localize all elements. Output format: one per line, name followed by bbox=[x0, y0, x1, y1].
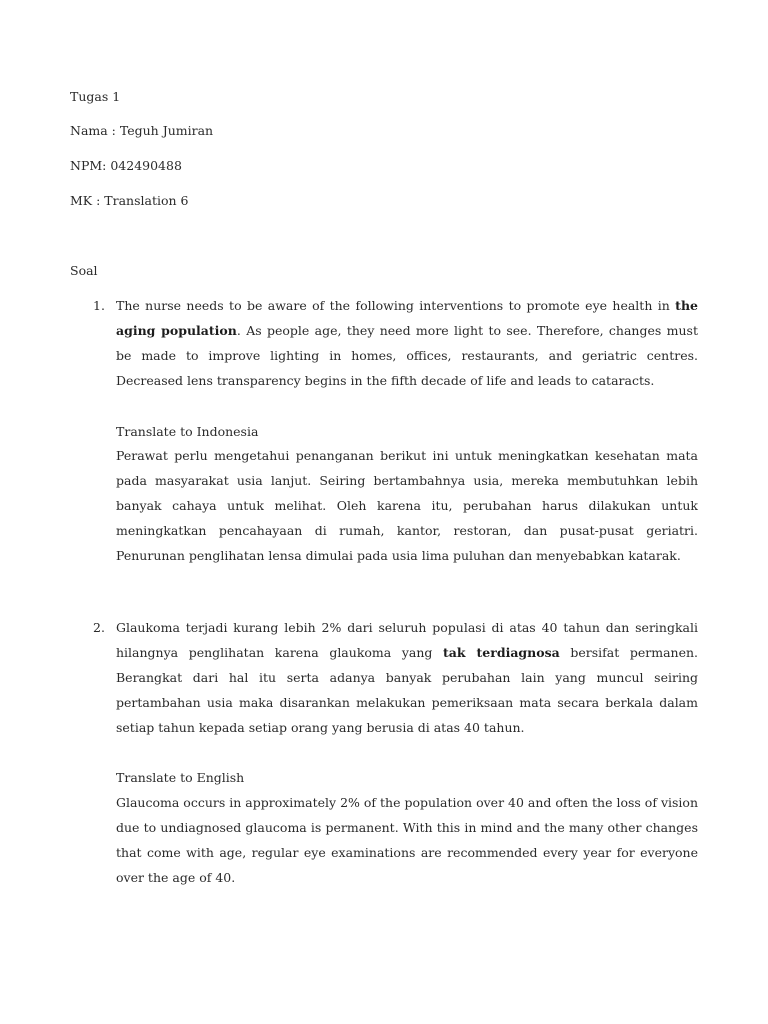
student-name: Nama : Teguh Jumiran bbox=[70, 123, 214, 138]
question-number: 2. bbox=[93, 620, 105, 635]
translation-text: Glaucoma occurs in approximately 2% of the population over 40 and often the loss of vision due to undiagnosed glaucoma is permanent. With this in mind and the many other changes that come with age, regular eye examinations are recommended every year for everyone over the age of 40. bbox=[116, 795, 698, 885]
question-source-text bbox=[116, 293, 698, 393]
translate-instruction: Translate to Indonesia bbox=[116, 424, 259, 439]
source-text-part: The nurse needs to be aware of the following interventions to promote eye health in bbox=[116, 298, 676, 313]
section-title: Soal bbox=[70, 263, 98, 278]
source-text-bold: the aging population bbox=[116, 298, 698, 338]
course-name: MK : Translation 6 bbox=[70, 193, 189, 208]
student-npm: NPM: 042490488 bbox=[70, 158, 182, 173]
question-number: 1. bbox=[93, 298, 105, 313]
task-title: Tugas 1 bbox=[70, 89, 121, 104]
translate-instruction: Translate to English bbox=[116, 770, 245, 785]
question-source-text bbox=[116, 615, 698, 740]
source-text-part: . As people age, they need more light to see. Therefore, changes must be made to improve lighting in homes, offices, restaurants, and geriatric centres. Decreased lens transparency begins in the fifth decade of life and leads to cataracts. bbox=[116, 323, 698, 388]
source-text-part: bersifat permanen. Berangkat dari hal itu serta adanya banyak perubahan lain yang muncul seiring pertambahan usia maka disarankan melakukan pemeriksaan mata secara berkala dalam setiap tahun kepada setiap orang yang berusia di atas 40 tahun. bbox=[116, 645, 698, 735]
translation-text: Perawat perlu mengetahui penanganan berikut ini untuk meningkatkan kesehatan mata pada masyarakat usia lanjut. Seiring bertambahnya usia, mereka membutuhkan lebih banyak cahaya untuk melihat. Oleh karena itu, perubahan harus dilakukan untuk meningkatkan pencahayaan di rumah, kantor, restoran, dan pusat-pusat geriatri. Penurunan penglihatan lensa dimulai pada usia lima puluhan dan menyebabkan katarak. bbox=[116, 448, 698, 563]
source-text-part: Glaukoma terjadi kurang lebih 2% dari seluruh populasi di atas 40 tahun dan seringkali hilangnya penglihatan karena glaukoma yang bbox=[116, 620, 698, 660]
source-text-bold: tak terdiagnosa bbox=[443, 645, 560, 660]
